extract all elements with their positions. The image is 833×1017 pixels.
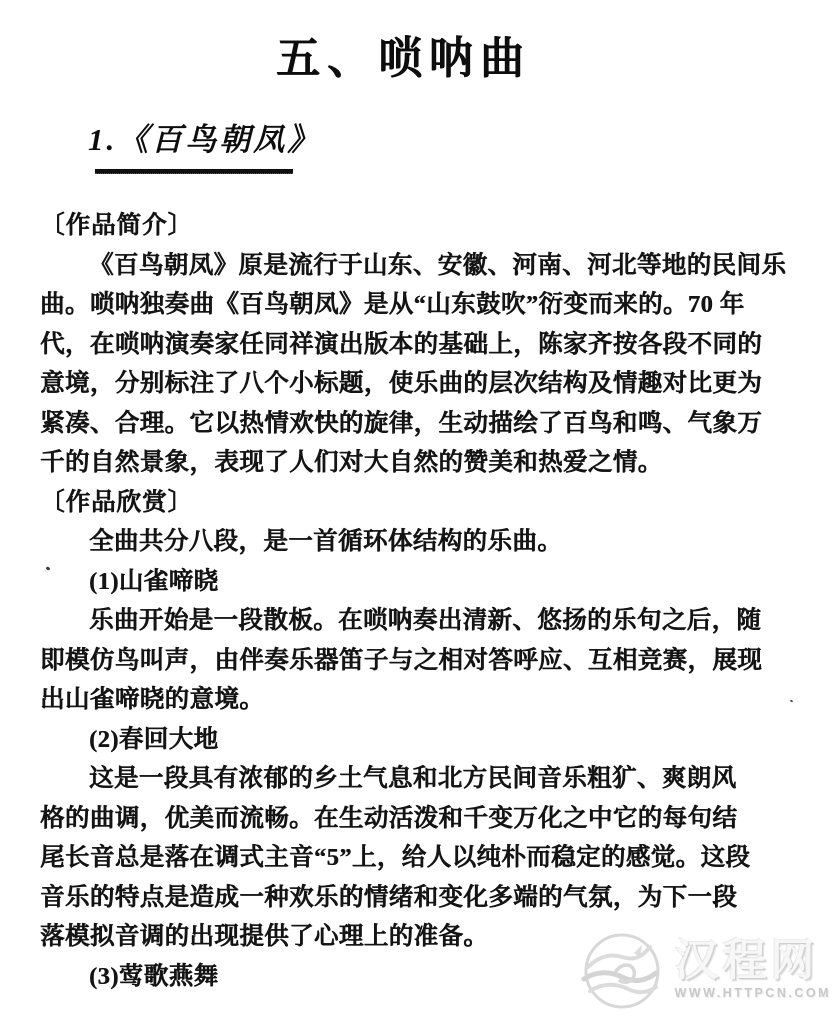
subsection-title-2: (2)春回大地 [89, 725, 219, 753]
text-line: 意境，分别标注了八个小标题，使乐曲的层次结构及情趣对比更为 [40, 370, 763, 397]
text-line: 曲。唢呐独奏曲《百鸟朝凤》是从“山东鼓吹”衍变而来的。70 年 [40, 291, 745, 318]
text-line: 乐曲开始是一段散板。在唢呐奏出清新、悠扬的乐句之后，随 [89, 607, 762, 634]
text-line: 即模仿鸟叫声，由伴奏乐器笛子与之相对答呼应、互相竞赛，展现 [40, 646, 763, 674]
watermark-site-name: 汉程网 [674, 936, 819, 985]
document-body [40, 206, 787, 996]
text-line: 这是一段具有浓郁的乡土气息和北方民间音乐粗犷、爽朗风 [89, 765, 737, 792]
section-heading-intro: 〔作品简介〕 [40, 212, 193, 239]
scan-speck [790, 699, 794, 702]
text-line: 全曲共分八段，是一首循环体结构的乐曲。 [89, 528, 563, 555]
text-line: 《百鸟朝凤》原是流行于山东、安徽、河南、河北等地的民间乐 [89, 251, 787, 279]
piece-title: 1.《百鸟朝凤》 [88, 122, 322, 157]
page-title: 五、唢呐曲 [276, 34, 531, 83]
section-heading-appreciation: 〔作品欣赏〕 [40, 488, 193, 516]
text-line: 代，在唢呐演奏家任同祥演出版本的基础上，陈家齐按各段不同的 [40, 330, 763, 358]
subsection-title-1: (1)山雀啼晓 [89, 567, 219, 595]
text-line: 出山雀啼晓的意境。 [40, 686, 265, 713]
dragon-circle-logo-icon [576, 927, 668, 1011]
text-line: 千的自然景象，表现了人们对大自然的赞美和热爱之情。 [40, 449, 663, 476]
text-line: 紧凑、合理。它以热情欢快的旋律，生动描绘了百鸟和鸣、气象万 [40, 409, 763, 437]
watermark-site-url: WWW.HTTPCN.COM [674, 986, 831, 1000]
subtitle-underline [95, 169, 293, 174]
text-line: 音乐的特点是造成一种欢乐的情绪和变化多端的气氛，为下一段 [40, 883, 738, 911]
text-line: 落模拟音调的出现提供了心理上的准备。 [40, 923, 489, 950]
text-line: 尾长音总是落在调式主音“5”上，给人以纯朴而稳定的感觉。这段 [40, 844, 751, 871]
text-line: 格的曲调，优美而流畅。在生动活泼和千变万化之中它的每句结 [40, 804, 738, 832]
watermark [576, 927, 831, 1011]
subsection-title-3: (3)莺歌燕舞 [89, 962, 219, 990]
